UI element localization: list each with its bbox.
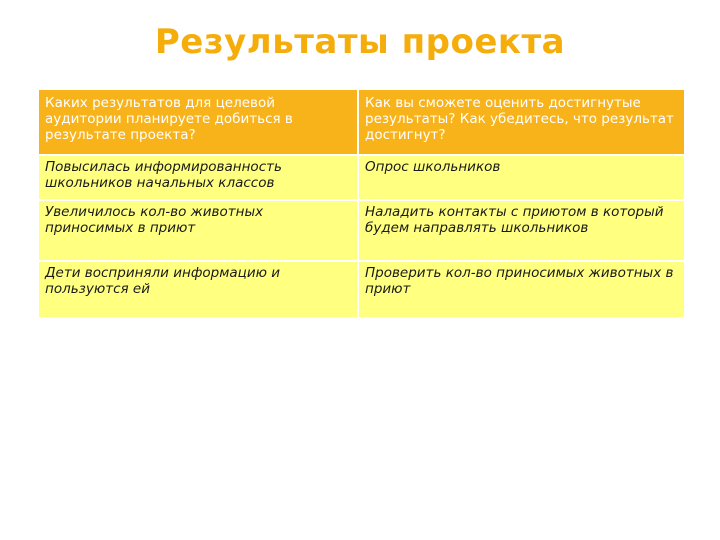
- header-cell-evaluation: Как вы сможете оценить достигнутые результаты? Как убедитесь, что результат достигнут?: [358, 90, 685, 155]
- table-cell-evaluation: Наладить контакты с приютом в который будем направлять школьников: [358, 200, 685, 261]
- table-cell-result: Повысилась информированность школьников начальных классов: [38, 155, 358, 200]
- table-row: [38, 261, 685, 318]
- table-cell-result: Увеличилось кол-во животных приносимых в приют: [38, 200, 358, 261]
- table-cell-evaluation: Опрос школьников: [358, 155, 685, 200]
- table-cell-evaluation: Проверить кол-во приносимых животных в приют: [358, 261, 685, 318]
- table-row: [38, 155, 685, 200]
- page-title: Результаты проекта: [154, 22, 566, 62]
- table-row: [38, 200, 685, 261]
- table-header-row: [38, 90, 685, 155]
- results-table: [37, 90, 686, 319]
- header-cell-goals: Каких результатов для целевой аудитории планируете добиться в результате проекта?: [38, 90, 358, 155]
- table-cell-result: Дети восприняли информацию и пользуются ей: [38, 261, 358, 318]
